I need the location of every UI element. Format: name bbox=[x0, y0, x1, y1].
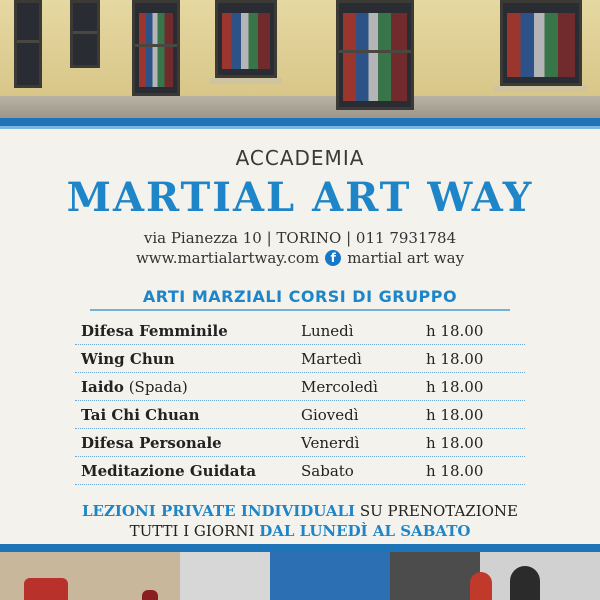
schedule-table bbox=[75, 317, 525, 485]
course-name: Meditazione Guidata bbox=[81, 461, 257, 480]
private-lessons bbox=[0, 501, 600, 541]
course-day: Venerdì bbox=[301, 433, 360, 452]
section-title: ARTI MARZIALI CORSI DI GRUPPO bbox=[142, 287, 458, 306]
schedule-row bbox=[75, 401, 525, 429]
section-divider bbox=[90, 309, 510, 311]
flyer-card bbox=[0, 118, 600, 552]
course-day: Lunedì bbox=[301, 321, 354, 340]
course-day: Sabato bbox=[301, 461, 354, 480]
facebook-name[interactable]: martial art way bbox=[347, 249, 465, 267]
course-name: Difesa Personale bbox=[81, 433, 222, 452]
schedule-row bbox=[75, 345, 525, 373]
course-time: h 18.00 bbox=[426, 405, 484, 424]
facebook-icon[interactable]: f bbox=[325, 250, 341, 266]
course-time: h 18.00 bbox=[426, 349, 484, 368]
schedule-row bbox=[75, 457, 525, 485]
storefront-photo bbox=[0, 0, 600, 128]
schedule-row bbox=[75, 317, 525, 345]
academy-label: ACCADEMIA bbox=[235, 146, 365, 170]
course-time: h 18.00 bbox=[426, 461, 484, 480]
course-day: Giovedì bbox=[301, 405, 359, 424]
contact-line bbox=[0, 249, 600, 267]
private-lessons-line2: TUTTI I GIORNI DAL LUNEDÌ AL SABATO bbox=[129, 522, 471, 540]
course-time: h 18.00 bbox=[426, 321, 484, 340]
website-link[interactable]: www.martialartway.com bbox=[135, 249, 320, 267]
address-line: via Pianezza 10 | TORINO | 011 7931784 bbox=[143, 229, 457, 247]
private-lessons-line1: LEZIONI PRIVATE INDIVIDUALI SU PRENOTAZIONE bbox=[81, 502, 519, 520]
course-time: h 18.00 bbox=[426, 377, 484, 396]
course-day: Mercoledì bbox=[301, 377, 378, 396]
equipment-photo bbox=[0, 552, 600, 600]
academy-title: MARTIAL ART WAY bbox=[66, 174, 534, 221]
course-name: Difesa Femminile bbox=[81, 321, 228, 340]
schedule-row bbox=[75, 373, 525, 401]
course-time: h 18.00 bbox=[426, 433, 484, 452]
schedule-row bbox=[75, 429, 525, 457]
course-day: Martedì bbox=[301, 349, 362, 368]
course-name: Wing Chun bbox=[81, 349, 175, 368]
course-name: Tai Chi Chuan bbox=[81, 405, 200, 424]
course-name: Iaido (Spada) bbox=[81, 377, 188, 396]
